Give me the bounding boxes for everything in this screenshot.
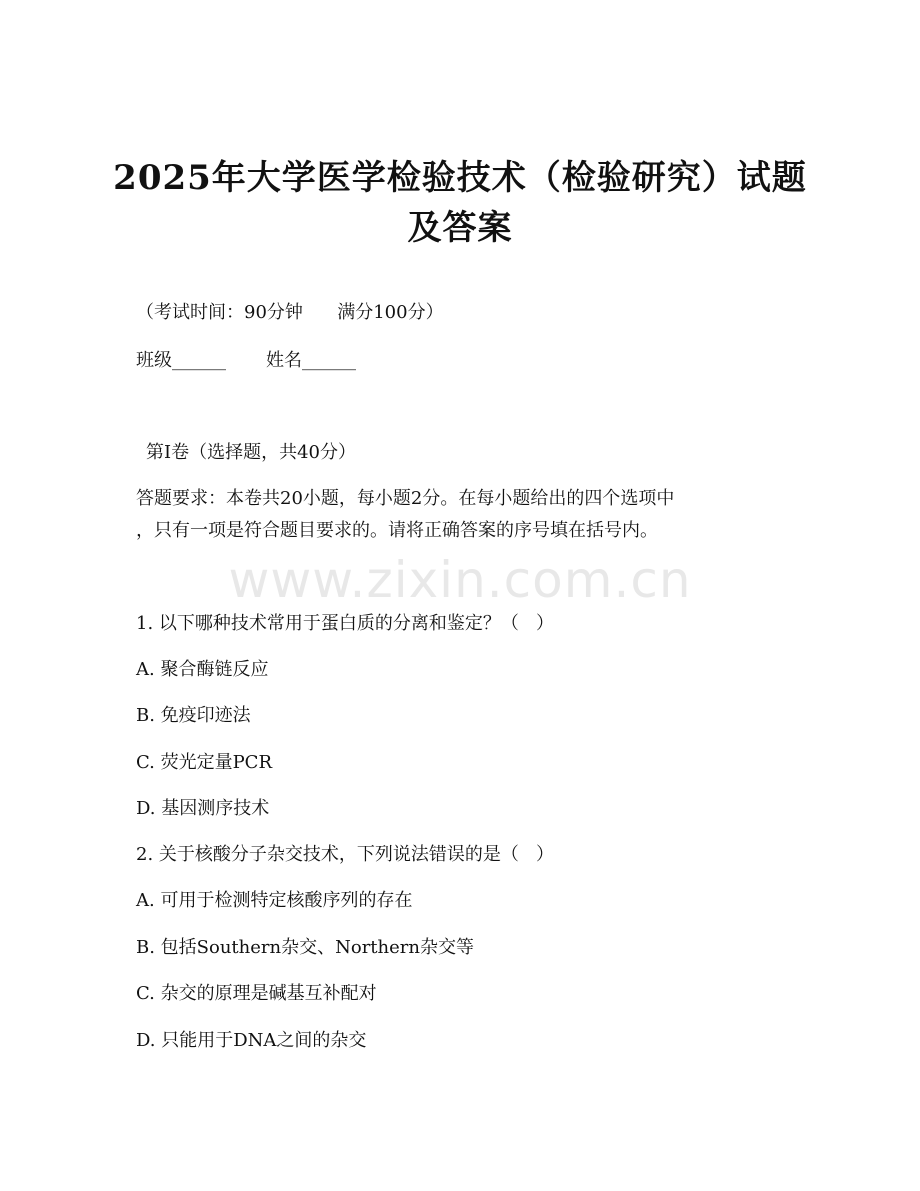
document-title-line-2: 及答案 xyxy=(407,208,513,248)
question-2-option-d: D. 只能用于DNA之间的杂交 xyxy=(136,1030,367,1051)
instructions-line-2: ，只有一项是符合题目要求的。请将正确答案的序号填在括号内。 xyxy=(136,520,658,541)
question-2-stem: 2. 关于核酸分子杂交技术，下列说法错误的是（ ） xyxy=(136,844,555,865)
exam-info: （考试时间：90分钟 满分100分） xyxy=(136,302,444,323)
class-name-fields: 班级______ 姓名______ xyxy=(136,350,357,371)
question-2-option-b: B. 包括Southern杂交、Northern杂交等 xyxy=(136,937,474,958)
question-1-option-a: A. 聚合酶链反应 xyxy=(136,659,269,680)
instructions-line-1: 答题要求：本卷共20小题，每小题2分。在每小题给出的四个选项中 xyxy=(136,488,675,509)
question-2-option-c: C. 杂交的原理是碱基互补配对 xyxy=(136,983,377,1004)
question-1-option-d: D. 基因测序技术 xyxy=(136,798,270,819)
watermark: www.zixin.com.cn xyxy=(228,551,692,609)
question-1-stem: 1. 以下哪种技术常用于蛋白质的分离和鉴定？（ ） xyxy=(136,613,555,634)
question-2-option-a: A. 可用于检测特定核酸序列的存在 xyxy=(136,890,413,911)
question-1-option-b: B. 免疫印迹法 xyxy=(136,705,251,726)
section-title: 第I卷（选择题，共40分） xyxy=(146,442,357,463)
question-1-option-c: C. 荧光定量PCR xyxy=(136,752,273,773)
document-title-line-1: 2025年大学医学检验技术（检验研究）试题 xyxy=(113,158,807,198)
